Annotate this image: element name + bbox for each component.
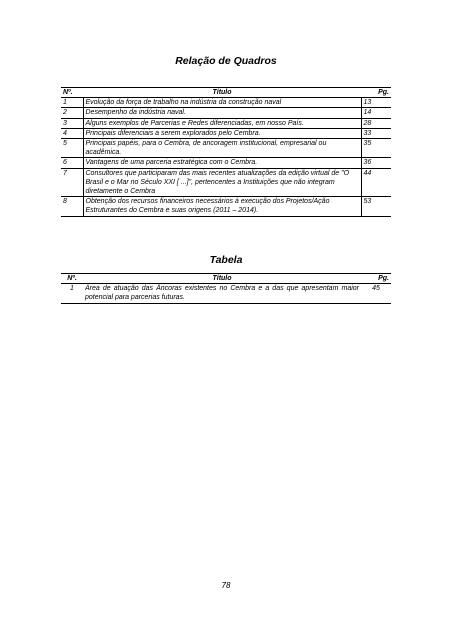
row-title: Área de atuação das Âncoras existentes no Cembra e a das que apresentam maior potencial para parcerias futuras. <box>85 285 359 302</box>
quadros-table <box>61 87 391 217</box>
page-number: 78 <box>221 581 231 590</box>
row-page: 13 <box>361 98 391 108</box>
quadros-col-pg: Pg. <box>361 88 391 98</box>
table-row <box>61 284 391 303</box>
tabela-col-pg: Pg. <box>361 274 391 284</box>
row-title: Evolução da força de trabalho na indústria da construção naval <box>83 98 361 108</box>
table-row <box>61 139 391 158</box>
row-page: 36 <box>361 158 391 168</box>
row-number: 6 <box>61 158 83 168</box>
row-number: 1 <box>61 284 83 303</box>
row-number: 4 <box>61 128 83 138</box>
row-number: 8 <box>61 197 83 216</box>
row-title: Desempenho da indústria naval. <box>83 108 361 118</box>
row-page: 53 <box>361 197 391 216</box>
table-row <box>61 197 391 216</box>
quadros-col-num: Nº. <box>61 88 83 98</box>
table-row <box>61 158 391 168</box>
table-row <box>61 118 391 128</box>
row-page: 33 <box>361 128 391 138</box>
quadros-header-row <box>61 88 391 98</box>
quadros-heading: Relação de Quadros <box>175 55 277 67</box>
row-page: 44 <box>361 168 391 197</box>
row-title: Principais diferenciais a serem explorados pelo Cembra. <box>83 128 361 138</box>
row-number: 3 <box>61 118 83 128</box>
row-page: 14 <box>361 108 391 118</box>
row-page: 45 <box>361 284 391 303</box>
tabela-heading: Tabela <box>209 254 243 266</box>
tabela-table <box>61 273 391 304</box>
row-number: 5 <box>61 139 83 158</box>
row-page: 28 <box>361 118 391 128</box>
tabela-col-num: Nº. <box>61 274 83 284</box>
row-title: Vantagens de uma parceria estratégica com o Cembra. <box>83 158 361 168</box>
table-row <box>61 108 391 118</box>
table-row <box>61 128 391 138</box>
row-number: 2 <box>61 108 83 118</box>
row-title: Alguns exemplos de Parcerias e Redes diferenciadas, em nosso País. <box>83 118 361 128</box>
table-row <box>61 168 391 197</box>
row-title: Principais papéis, para o Cembra, de ancoragem institucional, empresarial ou acadêmica. <box>83 139 361 158</box>
tabela-header-row <box>61 274 391 284</box>
row-number: 7 <box>61 168 83 197</box>
row-page: 35 <box>361 139 391 158</box>
table-row <box>61 98 391 108</box>
row-title: Consultores que participaram das mais recentes atualizações da edição virtual de "O Brasil e o Mar no Século XXI [ ...]", pertencentes a Instituições que não integram diretamente o Cembra <box>83 168 361 197</box>
row-title: Obtenção dos recursos financeiros necessários à execução dos Projetos/Ação Estruturantes do Cembra e suas origens (2011 – 2014). <box>83 197 361 216</box>
tabela-col-title: Título <box>83 274 361 284</box>
quadros-col-title: Título <box>83 88 361 98</box>
row-number: 1 <box>61 98 83 108</box>
